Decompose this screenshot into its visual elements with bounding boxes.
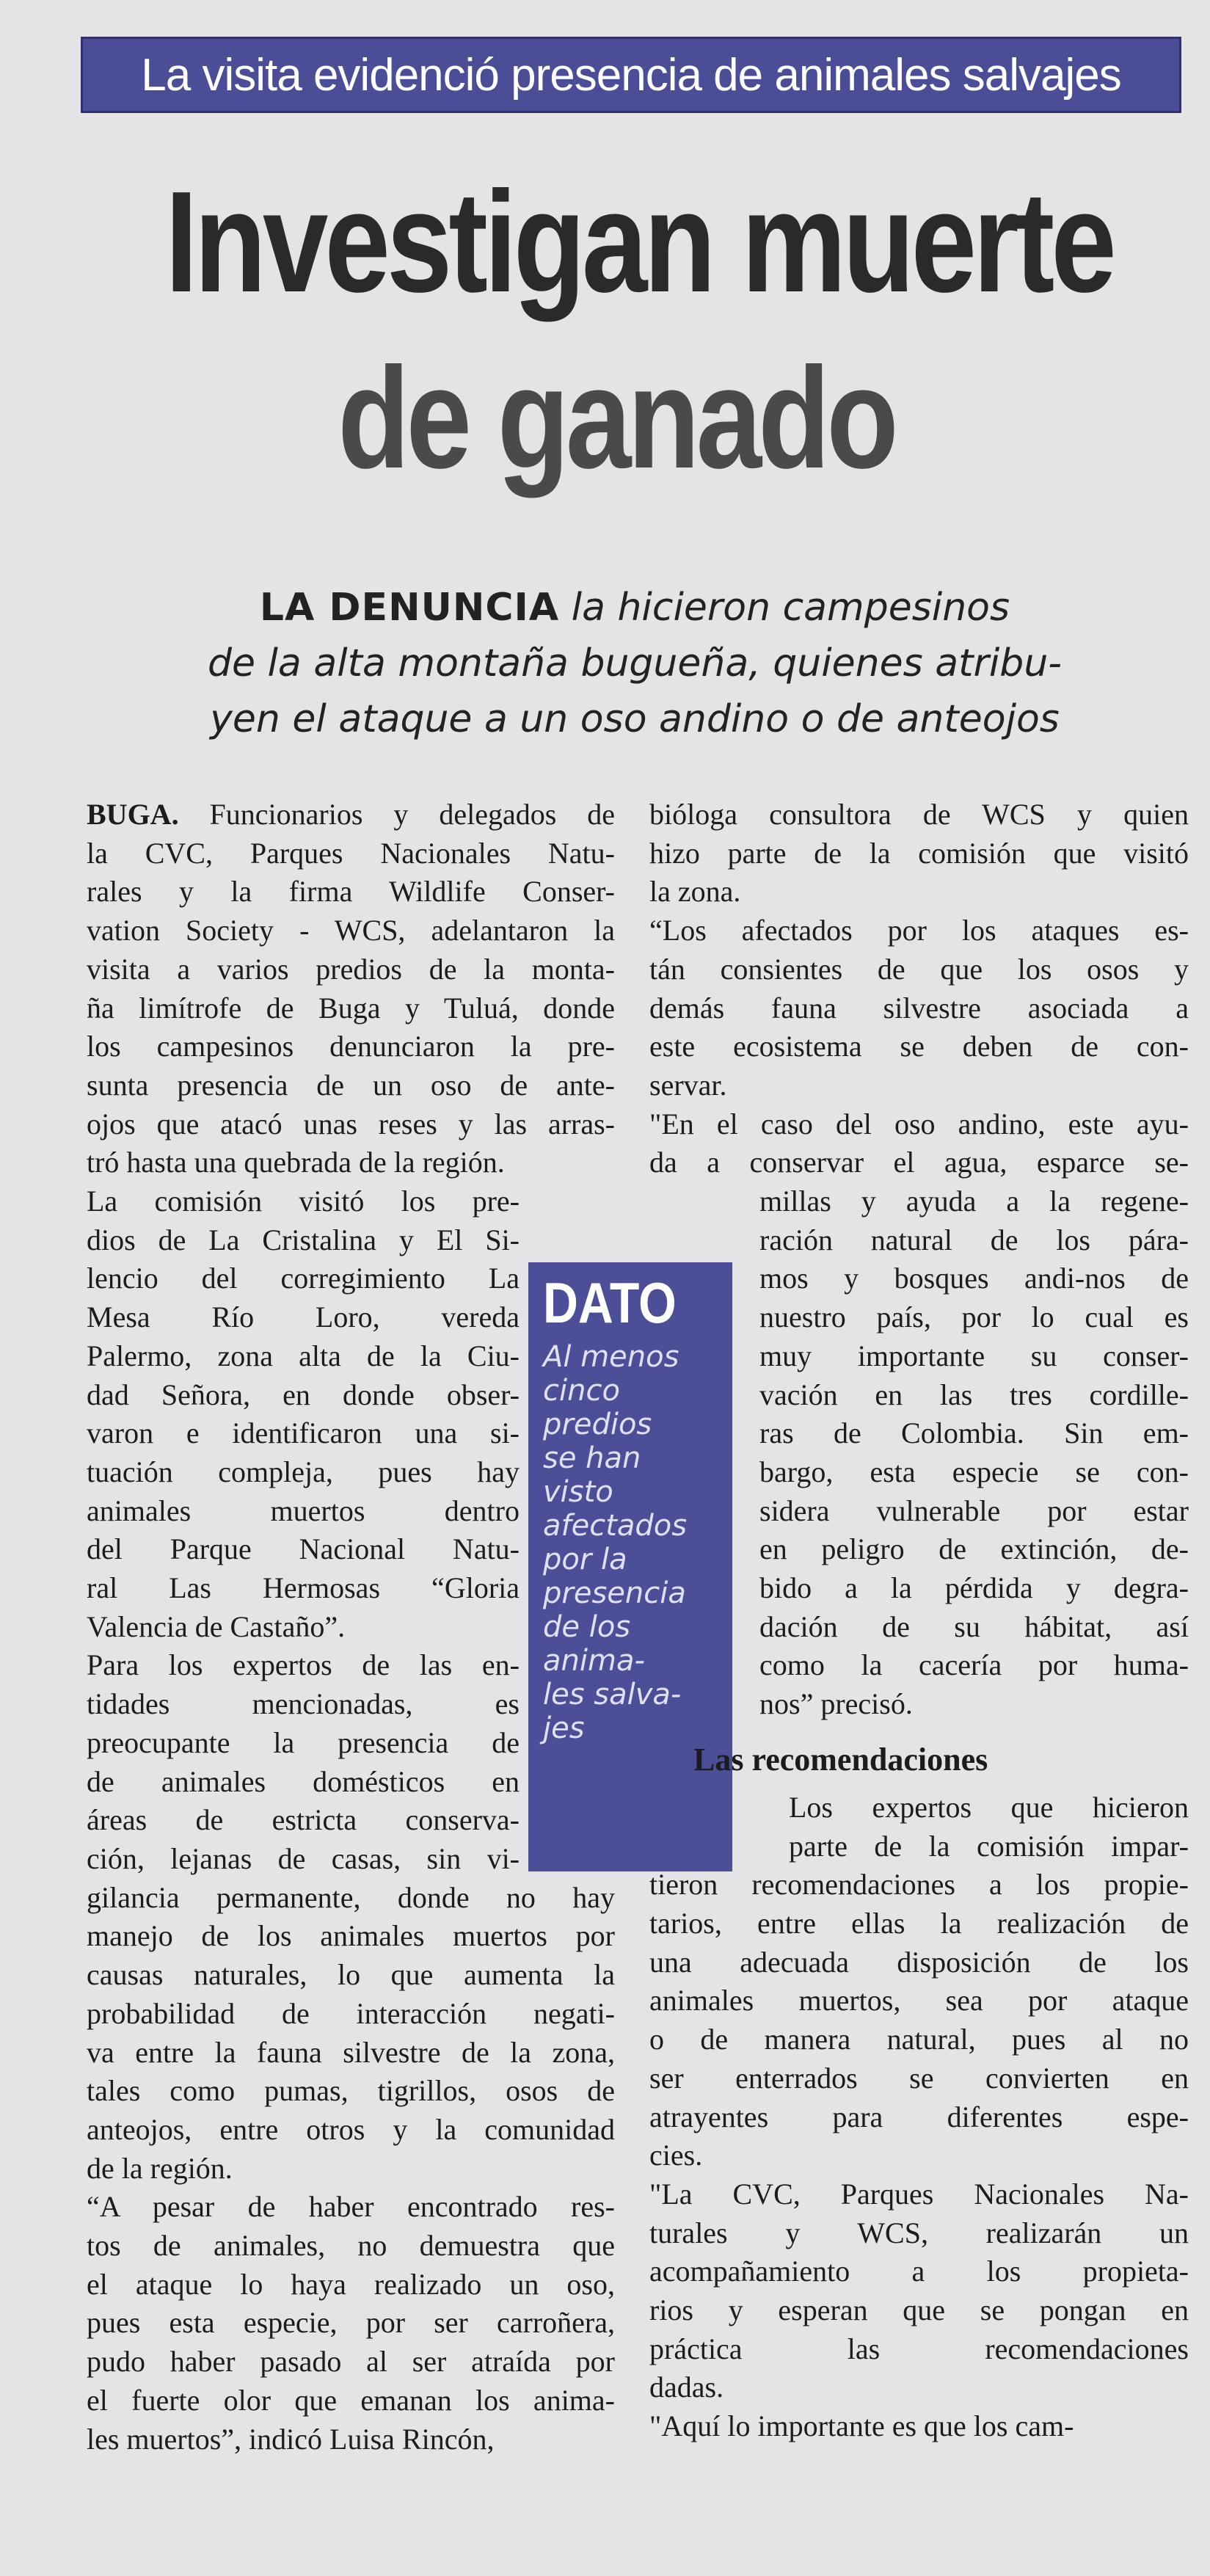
text-line: el ataque lo haya realizado un oso, <box>87 2267 615 2301</box>
text-line: servar. <box>649 1068 727 1102</box>
text-line: como la cacería por huma- <box>759 1648 1189 1682</box>
deck-line-1 <box>103 580 1167 636</box>
text-line: bargo, esta especie se con- <box>759 1455 1189 1488</box>
text-line: muy importante su conser- <box>759 1339 1189 1372</box>
kicker-text: La visita evidenció presencia de animales salvajes <box>141 49 1121 101</box>
headline <box>165 154 1113 506</box>
text-line: dios de La Cristalina y El Si- <box>87 1223 520 1256</box>
left-paragraph-4 <box>87 2188 615 2459</box>
text-line: anteojos, entre otros y la comunidad <box>87 2112 615 2146</box>
text-line: "En el caso del oso andino, este ayu- <box>649 1107 1189 1140</box>
text-line: ña limítrofe de Buga y Tuluá, donde <box>87 991 615 1025</box>
text-line: o de manera natural, pues al no <box>649 2023 1189 2056</box>
text-line: cies. <box>649 2139 703 2172</box>
subhead-recomendaciones: Las recomendaciones <box>693 1741 988 1778</box>
text-line: bióloga consultora de WCS y quien <box>649 798 1189 831</box>
deck-line-3: yen el ataque a un oso andino o de anteojos <box>210 697 1060 741</box>
dato-line: Al menos <box>543 1340 679 1374</box>
text-line: el fuerte olor que emanan los anima- <box>87 2383 615 2417</box>
text-line: les muertos”, indicó Luisa Rincón, <box>87 2422 495 2456</box>
text-line: ral Las Hermosas “Gloria <box>87 1571 520 1605</box>
text-line: tieron recomendaciones a los propie- <box>649 1868 1189 1902</box>
text-line: va entre la fauna silvestre de la zona, <box>87 2035 615 2069</box>
headline-line-2: de ganado <box>338 338 895 498</box>
text-line: tales como pumas, tigrillos, osos de <box>87 2074 615 2108</box>
text-line: visita a varios predios de la monta- <box>87 952 615 986</box>
text-line: Valencia de Castaño”. <box>87 1609 346 1643</box>
text-line: ras de Colombia. Sin em- <box>759 1416 1189 1450</box>
dato-line: se han <box>543 1441 641 1475</box>
text-line: práctica las recomendaciones <box>649 2332 1189 2365</box>
text-line: pudo haber pasado al ser atraída por <box>87 2345 615 2379</box>
text-line: "Aquí lo importante es que los cam- <box>649 2409 1074 2443</box>
kicker-banner <box>81 37 1181 113</box>
text-line: causas naturales, lo que aumenta la <box>87 1958 615 1992</box>
text-line: rios y esperan que se pongan en <box>649 2293 1189 2327</box>
text-line: tarios, entre ellas la realización de <box>649 1906 1189 1940</box>
deck-line-2: de la alta montaña bugueña, quienes atribu- <box>207 641 1063 685</box>
text-line: rales y la firma Wildlife Conser- <box>87 875 615 909</box>
text-line: Para los expertos de las en- <box>87 1648 520 1682</box>
text-line: tuación compleja, pues hay <box>87 1455 520 1488</box>
text-line: parte de la comisión impar- <box>789 1829 1189 1863</box>
text-line: este ecosistema se deben de con- <box>649 1030 1189 1063</box>
text-line: manejo de los animales muertos por <box>87 1919 615 1953</box>
text-line: animales muertos, sea por ataque <box>649 1984 1189 2017</box>
text-line: en peligro de extinción, de- <box>759 1532 1189 1566</box>
text-line: La comisión visitó los pre- <box>87 1185 520 1218</box>
right-paragraph-4 <box>649 1789 1189 2175</box>
right-paragraph-2 <box>649 912 1189 1105</box>
dato-line: anima- <box>543 1644 645 1678</box>
dato-title: DATO <box>543 1270 677 1335</box>
text-line: lencio del corregimiento La <box>87 1262 520 1295</box>
text-line: ser enterrados se convierten en <box>649 2061 1189 2095</box>
text-line: animales muertos dentro <box>87 1493 520 1527</box>
text-line: hizo parte de la comisión que visitó <box>649 836 1189 870</box>
text-line: dad Señora, en donde obser- <box>87 1378 520 1411</box>
text-line: del Parque Nacional Natu- <box>87 1532 520 1566</box>
text-line: Los expertos que hicieron <box>789 1790 1189 1824</box>
text-line: ción, lejanas de casas, sin vi- <box>87 1841 520 1875</box>
dato-line: de los <box>543 1610 631 1644</box>
text-line: la CVC, Parques Nacionales Natu- <box>87 836 615 870</box>
text-line: nos” precisó. <box>759 1687 913 1721</box>
text-line: la zona. <box>649 875 741 909</box>
text-line: demás fauna silvestre asociada a <box>649 991 1189 1025</box>
text-line: pues esta especie, por ser carroñera, <box>87 2306 615 2340</box>
headline-line-1: Investigan muerte <box>165 161 1113 322</box>
text-line: gilancia permanente, donde no hay <box>87 1880 615 1914</box>
text-line: mos y bosques andi-nos de <box>759 1262 1189 1295</box>
deck-lead: LA DENUNCIA <box>259 586 560 630</box>
text-line: millas y ayuda a la regene- <box>759 1185 1189 1218</box>
text-line: sidera vulnerable por estar <box>759 1493 1189 1527</box>
right-column <box>649 796 1189 2446</box>
text-line: dación de su hábitat, así <box>759 1609 1189 1643</box>
dato-line: les salva- <box>543 1678 682 1711</box>
dato-line: afectados <box>543 1509 688 1543</box>
text-line: nuestro país, por lo cual es <box>759 1300 1189 1334</box>
dato-line: jes <box>543 1711 585 1745</box>
dateline: BUGA. <box>87 798 210 831</box>
text-line: dadas. <box>649 2371 724 2404</box>
text-line: acompañamiento a los propieta- <box>649 2255 1189 2288</box>
text-line: ojos que atacó unas reses y las arras- <box>87 1107 615 1140</box>
text-line: tos de animales, no demuestra que <box>87 2229 615 2263</box>
dato-line: cinco <box>543 1374 620 1408</box>
text-line: atrayentes para diferentes espe- <box>649 2100 1189 2133</box>
text-line: varon e identificaron una si- <box>87 1416 520 1450</box>
right-paragraph-1 <box>649 796 1189 912</box>
text-line: Palermo, zona alta de la Ciu- <box>87 1339 520 1372</box>
text-line: los campesinos denunciaron la pre- <box>87 1030 615 1063</box>
text-line: vación en las tres cordille- <box>759 1378 1189 1411</box>
text-line: “A pesar de haber encontrado res- <box>87 2190 615 2224</box>
text-line: “Los afectados por los ataques es- <box>649 914 1189 947</box>
text-line: sunta presencia de un oso de ante- <box>87 1068 615 1102</box>
text-line: tró hasta una quebrada de la región. <box>87 1146 505 1179</box>
text-line: preocupante la presencia de <box>87 1725 520 1759</box>
left-paragraph-1 <box>87 796 615 1182</box>
text-line: una adecuada disposición de los <box>649 1945 1189 1979</box>
text-line: turales y WCS, realizarán un <box>649 2216 1189 2249</box>
text-line: tidades mencionadas, es <box>87 1687 520 1721</box>
text-line: de la región. <box>87 2151 233 2185</box>
text-line: bido a la pérdida y degra- <box>759 1571 1189 1605</box>
text-line: da a conservar el agua, esparce se- <box>649 1146 1189 1179</box>
right-paragraph-6 <box>649 2407 1189 2446</box>
deck-subtitle <box>103 580 1167 747</box>
text-line: probabilidad de interacción negati- <box>87 1996 615 2030</box>
dato-line: predios <box>543 1408 652 1441</box>
text-line: "La CVC, Parques Nacionales Na- <box>649 2177 1189 2211</box>
text-line: áreas de estricta conserva- <box>87 1803 520 1837</box>
text-line: BUGA. Funcionarios y delegados de <box>87 798 615 831</box>
right-paragraph-3 <box>649 1105 1189 1724</box>
text-line: tán consientes de que los osos y <box>649 952 1189 986</box>
deck-line-1-text: la hicieron campesinos <box>571 586 1010 630</box>
text-line: ración natural de los pára- <box>759 1223 1189 1256</box>
right-paragraph-5 <box>649 2175 1189 2407</box>
dato-line: visto <box>543 1475 613 1509</box>
text-line: de animales domésticos en <box>87 1764 520 1798</box>
text-line: Mesa Río Loro, vereda <box>87 1300 520 1334</box>
dato-line: presencia <box>543 1576 686 1610</box>
text-line: vation Society - WCS, adelantaron la <box>87 914 615 947</box>
dato-line: por la <box>543 1543 627 1576</box>
